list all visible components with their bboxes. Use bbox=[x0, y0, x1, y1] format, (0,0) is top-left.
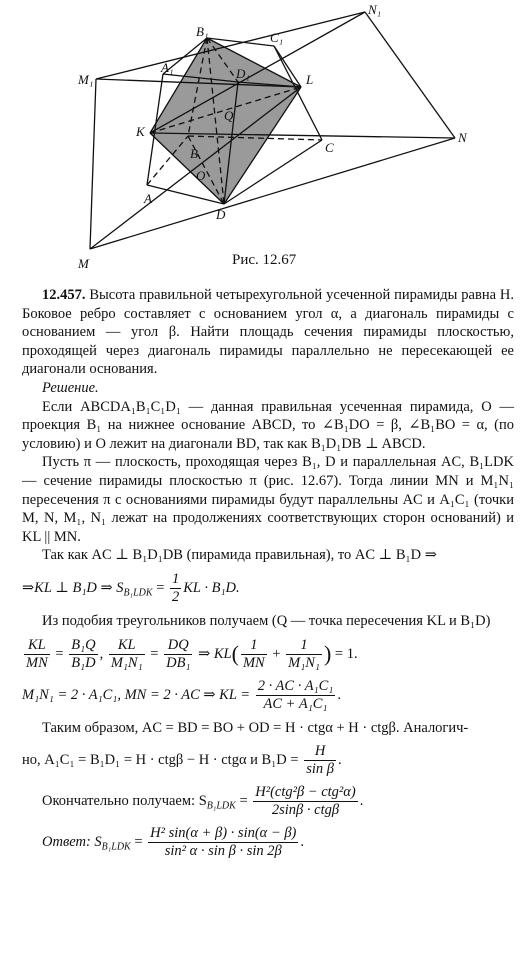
solution-p2: Пусть π — плоскость, проходящая через B₁, D и параллельная AC, B₁LDK — сечение пирамиды плоскостью π (рис. 12.67). Тогда линии MN и M₁N₁ пересечения π с основаниями пирамиды будут параллельны AC и A₁C₁ (точки M, N, M₁, N₁ лежат на продолжениях соответствующих сторон оснований) и KL || MN. bbox=[22, 454, 514, 545]
formula-4-den: sin β bbox=[306, 761, 334, 778]
answer-den: sin² α · sin β · sin 2β bbox=[164, 843, 282, 860]
formula-1-pre: ⇒KL ⊥ B₁D ⇒ S bbox=[22, 579, 124, 596]
f2-b bbox=[69, 637, 97, 672]
formula-4-post: . bbox=[337, 751, 342, 768]
f2-d-num: DQ bbox=[164, 637, 192, 655]
solution-p1: Если ABCDA₁B₁C₁D₁ — данная правильная усеченная пирамида, O — проекция B₁ на нижнее основание ABCD, то ∠B₁DO = β, ∠B₁BO = α, (по условию) и O лежит на диагонали BD, так как B₁D₁DB ⊥ ABCD. bbox=[22, 398, 514, 452]
f2-e-den: MN bbox=[242, 654, 265, 671]
problem-block bbox=[22, 286, 514, 866]
solution-heading-text: Решение. bbox=[42, 379, 99, 396]
label-C: C bbox=[325, 140, 334, 155]
figure-caption: Рис. 12.67 bbox=[232, 252, 297, 268]
f2-e-num: 1 bbox=[241, 637, 267, 655]
problem-statement bbox=[22, 286, 514, 379]
label-L: L bbox=[306, 72, 314, 87]
f2-e bbox=[241, 637, 267, 672]
final-num: H²(ctg²β − ctg²α) bbox=[255, 784, 356, 801]
label-O: O bbox=[196, 168, 206, 183]
final-post: . bbox=[359, 792, 364, 809]
formula-1-eq: = bbox=[152, 579, 169, 596]
f2-mid: ⇒ KL bbox=[198, 645, 232, 662]
f2-a-num: KL bbox=[24, 637, 50, 655]
formula-1-sub: B₁LDK bbox=[123, 587, 153, 599]
formula-1-frac bbox=[170, 571, 181, 606]
final-frac bbox=[253, 784, 357, 819]
label-M1: M₁ bbox=[78, 72, 94, 87]
final-sub: B₁LDK bbox=[206, 800, 236, 812]
problem-text: Высота правильной четырехугольной усеченной пирамиды равна H. Боковое ребро составляет с основанием угол α, а диагональ пирамиды с основанием — угол β. Найти площадь сечения пирамиды плоскостью, проходящей через диагональ пирамиды параллельно не пересекающей ее диагонали основания. bbox=[22, 287, 515, 378]
label-B1: B₁ bbox=[196, 24, 209, 39]
f2-c-den: M₁N₁ bbox=[110, 654, 143, 671]
formula-1-num: 1 bbox=[172, 570, 180, 587]
final-den: 2sinβ · ctgβ bbox=[271, 802, 340, 819]
answer-eq: = bbox=[130, 833, 147, 850]
formula-1-post: KL · B₁D. bbox=[183, 579, 240, 596]
label-C1: C₁ bbox=[270, 30, 284, 45]
label-A: A bbox=[144, 191, 152, 206]
f2-d bbox=[164, 637, 192, 672]
label-D: D bbox=[216, 207, 226, 222]
answer-num: H² sin(α + β) · sin(α − β) bbox=[150, 825, 297, 842]
final-label: Окончательно получаем: S bbox=[42, 792, 207, 809]
formula-4-num: H bbox=[304, 743, 336, 761]
problem-number: 12.457. bbox=[42, 287, 86, 303]
f2-b-den: B₁D bbox=[71, 654, 96, 671]
f2-a-den: MN bbox=[26, 654, 48, 671]
solution-heading bbox=[22, 379, 514, 398]
label-N1: N₁ bbox=[368, 2, 382, 17]
formula-final bbox=[22, 784, 514, 819]
f2-tail: = 1. bbox=[334, 645, 358, 662]
f2-f-num: 1 bbox=[286, 637, 322, 655]
answer bbox=[22, 825, 514, 860]
f2-d-den: DB₁ bbox=[166, 654, 191, 671]
f2-c bbox=[109, 637, 145, 672]
label-D1: D₁ bbox=[236, 66, 250, 81]
formula-4 bbox=[22, 743, 514, 778]
label-A1: A₁ bbox=[161, 60, 174, 75]
formula-3-num: 2 · AC · A₁C₁ bbox=[257, 677, 334, 694]
formula-3-pre: M₁N₁ = 2 · A₁C₁, MN = 2 · AC ⇒ KL = bbox=[22, 686, 254, 703]
formula-4-pre: но, A₁C₁ = B₁D₁ = H · ctgβ − H · ctgα и B₁D = bbox=[22, 751, 303, 768]
label-N: N bbox=[458, 130, 467, 145]
f2-f-den: M₁N₁ bbox=[288, 654, 320, 671]
formula-1-den: 2 bbox=[172, 588, 180, 605]
answer-sub: B₁LDK bbox=[101, 841, 131, 853]
f2-b-num: B₁Q bbox=[71, 636, 96, 653]
solution-p3: Так как AC ⊥ B₁D₁DB (пирамида правильная), то AC ⊥ B₁D ⇒ bbox=[42, 547, 437, 564]
formula-3 bbox=[22, 678, 514, 713]
formula-2: $\frac{KL}{MN}$ = $\frac{\text{B₁Q}}{\text{B₁D}}$ , $\frac{KL}{\text{M₁N₁}}$ = $\frac{DQ}{\text{DB₁}}$ ⇒ KL( $\frac{1}{MN}$ + $\frac{1}{\text{M₁N₁}}$ ) = 1. bbox=[26, 636, 358, 671]
formula-3-post: . bbox=[337, 686, 341, 703]
final-eq: = bbox=[235, 792, 252, 809]
label-M: M bbox=[78, 256, 89, 271]
f2-a bbox=[24, 637, 50, 672]
formula-3-den: AC + A₁C₁ bbox=[263, 695, 328, 712]
label-K: K bbox=[136, 124, 145, 139]
solution-p5: Таким образом, AC = BD = BO + OD = H · ctgα + H · ctgβ. Аналогич- bbox=[42, 719, 469, 736]
answer-label: Ответ: bbox=[42, 833, 91, 850]
formula-4-frac bbox=[304, 743, 336, 778]
f2-c-num: KL bbox=[109, 637, 145, 655]
answer-post: . bbox=[300, 833, 304, 850]
formula-3-frac bbox=[256, 678, 336, 713]
answer-frac bbox=[148, 825, 298, 860]
formula-1 bbox=[22, 571, 514, 606]
f2-f bbox=[286, 637, 322, 672]
geometry-figure bbox=[0, 0, 528, 282]
label-B: B bbox=[190, 146, 198, 161]
label-Q: Q bbox=[224, 108, 234, 123]
answer-s: S bbox=[90, 833, 102, 850]
solution-p4: Из подобия треугольников получаем (Q — точка пересечения KL и B₁D) bbox=[42, 612, 491, 629]
